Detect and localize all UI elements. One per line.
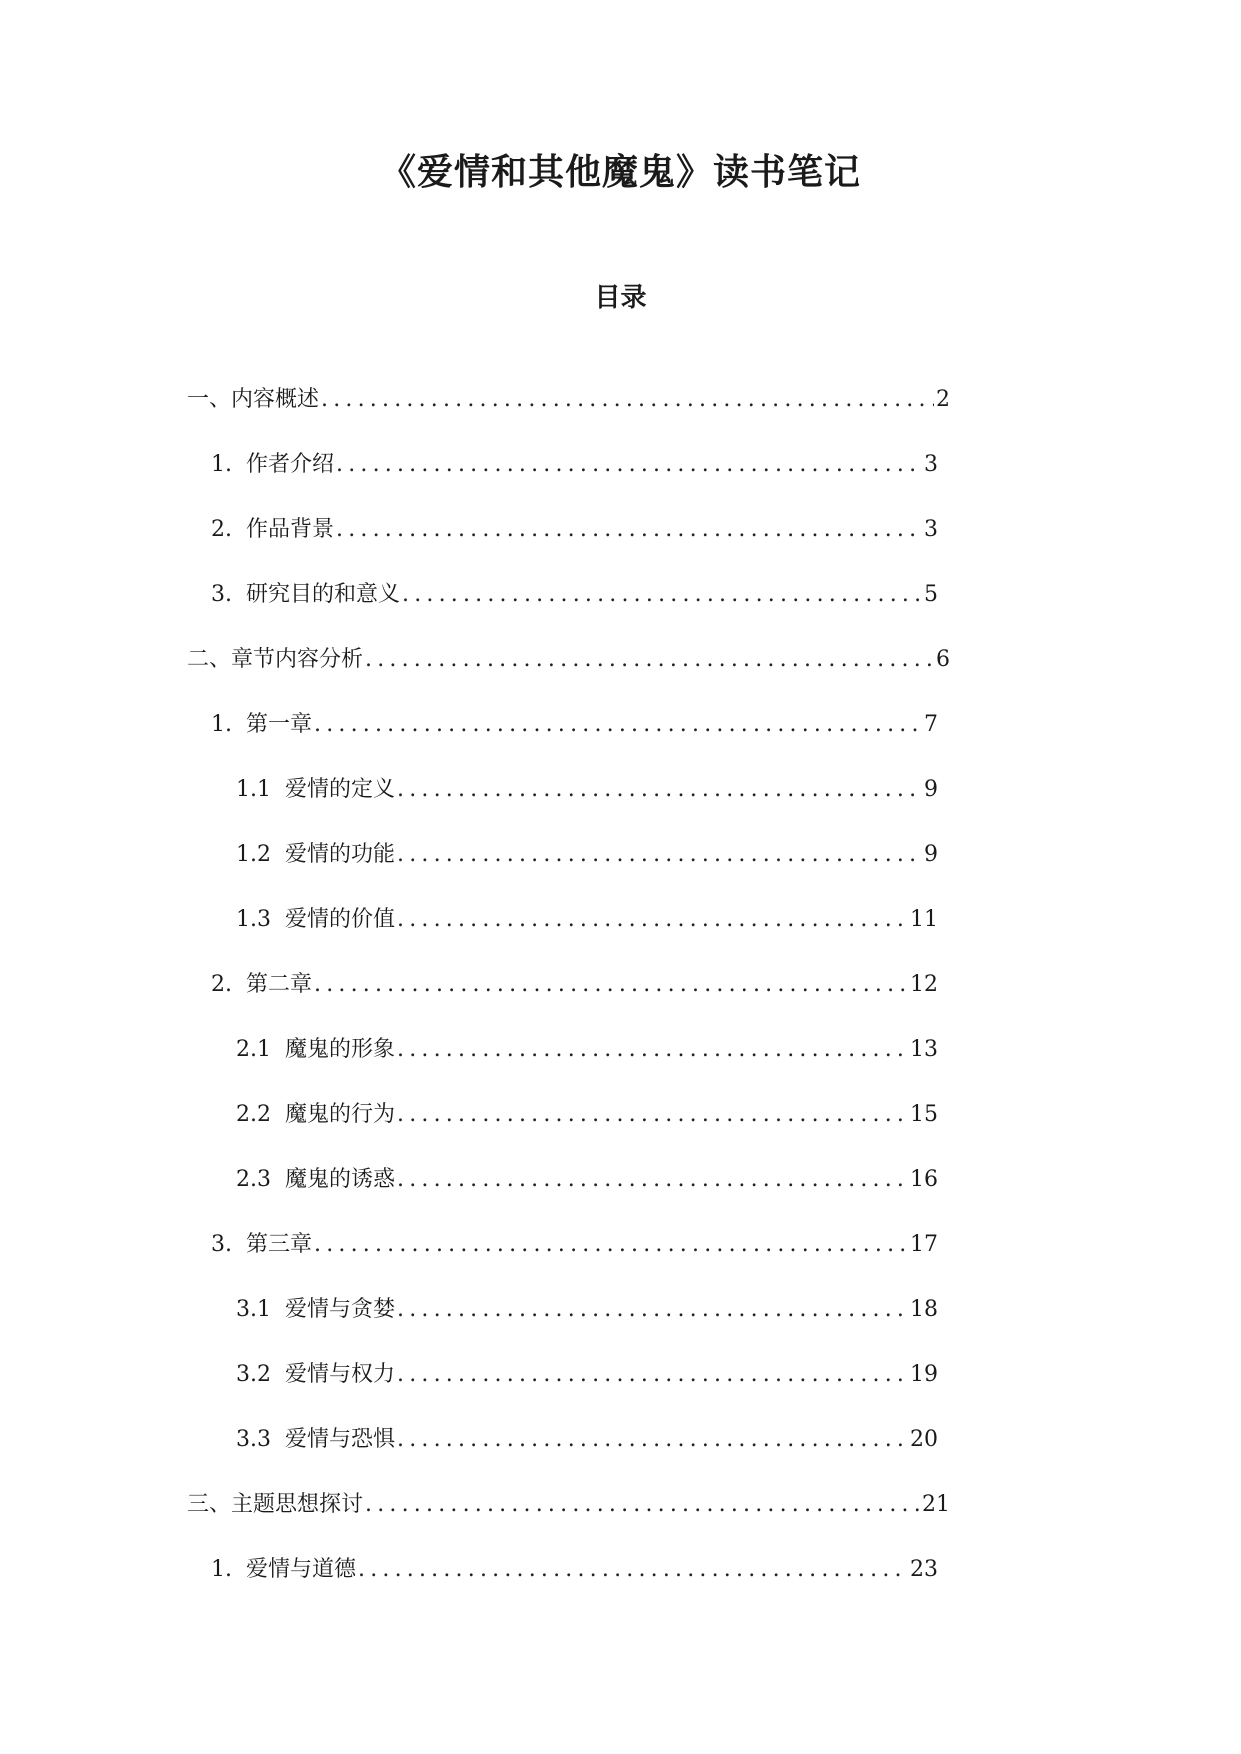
toc-entry-line [236, 1097, 938, 1133]
toc-entry-title: 第一章 [246, 712, 313, 737]
toc-entry[interactable] [0, 1292, 1241, 1357]
toc-entry[interactable] [0, 707, 1241, 772]
toc-dot-leader [336, 512, 922, 548]
toc-entry[interactable] [0, 1487, 1241, 1552]
toc-page-number: 3 [924, 452, 938, 477]
toc-entry-title: 第三章 [246, 1232, 313, 1257]
toc-page-number: 11 [910, 907, 938, 932]
toc-entry-number: 2.1 [236, 1037, 271, 1062]
toc-entry[interactable] [0, 1422, 1241, 1487]
toc-dot-leader [397, 902, 908, 938]
toc-entry-title: 作品背景 [246, 517, 335, 542]
toc-entry[interactable] [0, 577, 1241, 642]
toc-dot-leader [402, 577, 922, 613]
toc-entry-line [187, 642, 950, 678]
toc-page-number: 17 [910, 1232, 938, 1257]
toc-page-number: 5 [924, 582, 938, 607]
toc-entry-title: 作者介绍 [246, 452, 335, 477]
toc-entry-title: 第二章 [246, 972, 313, 997]
toc-entry-number: 3.3 [236, 1427, 271, 1452]
table-of-contents [0, 382, 1241, 1617]
toc-dot-leader [365, 642, 934, 678]
toc-entry[interactable] [0, 1162, 1241, 1227]
toc-entry-number: 1.1 [236, 777, 271, 802]
toc-entry-number: 3.1 [236, 1297, 271, 1322]
toc-page-number: 19 [910, 1362, 938, 1387]
toc-entry-title: 爱情与道德 [246, 1557, 357, 1582]
toc-entry[interactable] [0, 512, 1241, 577]
toc-entry-line [236, 902, 938, 938]
document-title: 《爱情和其他魔鬼》读书笔记 [379, 151, 861, 193]
toc-entry-line [236, 1162, 938, 1198]
toc-page-number: 23 [910, 1557, 938, 1582]
toc-entry[interactable] [0, 447, 1241, 512]
toc-page-number: 20 [910, 1427, 938, 1452]
toc-entry-line [211, 577, 938, 613]
toc-dot-leader [314, 1227, 908, 1263]
toc-entry[interactable] [0, 902, 1241, 967]
toc-entry-number: 1.3 [236, 907, 271, 932]
toc-entry-title: 研究目的和意义 [246, 582, 401, 607]
toc-dot-leader [397, 772, 922, 808]
toc-dot-leader [397, 1162, 908, 1198]
toc-page-number: 9 [924, 842, 938, 867]
toc-heading: 目录 [594, 283, 647, 313]
toc-page-number: 7 [924, 712, 938, 737]
toc-entry-title: 爱情与恐惧 [285, 1427, 396, 1452]
toc-dot-leader [314, 967, 908, 1003]
toc-page-number: 18 [910, 1297, 938, 1322]
toc-entry[interactable] [0, 837, 1241, 902]
toc-entry-line [211, 967, 938, 1003]
toc-page-number: 12 [910, 972, 938, 997]
toc-entry-number: 1. [211, 1557, 232, 1582]
toc-dot-leader [397, 1292, 908, 1328]
toc-page-number: 3 [924, 517, 938, 542]
toc-page-number: 6 [936, 647, 950, 672]
toc-dot-leader [321, 382, 934, 418]
toc-entry-line [211, 512, 938, 548]
toc-page-number: 9 [924, 777, 938, 802]
toc-entry-number: 2. [211, 972, 232, 997]
toc-entry-title: 爱情与贪婪 [285, 1297, 396, 1322]
toc-entry[interactable] [0, 772, 1241, 837]
toc-entry-number: 1. [211, 712, 232, 737]
toc-dot-leader [336, 447, 922, 483]
toc-entry-title: 爱情的功能 [285, 842, 396, 867]
toc-page-number: 13 [910, 1037, 938, 1062]
toc-entry-line [211, 1227, 938, 1263]
toc-entry[interactable] [0, 382, 1241, 447]
toc-entry-number: 1. [211, 452, 232, 477]
toc-entry-title: 爱情的定义 [285, 777, 396, 802]
toc-entry-number: 3. [211, 582, 232, 607]
toc-entry-number: 2.2 [236, 1102, 271, 1127]
toc-entry-title: 内容概述 [231, 387, 320, 412]
toc-entry[interactable] [0, 1357, 1241, 1422]
toc-entry[interactable] [0, 967, 1241, 1032]
toc-entry-line [211, 707, 938, 743]
toc-entry-number: 三、 [187, 1492, 232, 1517]
toc-page-number: 16 [910, 1167, 938, 1192]
toc-entry[interactable] [0, 1097, 1241, 1162]
toc-entry-title: 主题思想探讨 [231, 1492, 364, 1517]
toc-entry-title: 爱情的价值 [285, 907, 396, 932]
toc-entry-title: 爱情与权力 [285, 1362, 396, 1387]
toc-entry-number: 3.2 [236, 1362, 271, 1387]
toc-entry-line [236, 837, 938, 873]
toc-entry-title: 魔鬼的形象 [285, 1037, 396, 1062]
toc-entry-line [236, 1357, 938, 1393]
toc-entry[interactable] [0, 1552, 1241, 1617]
toc-entry-title: 魔鬼的行为 [285, 1102, 396, 1127]
toc-dot-leader [397, 1357, 908, 1393]
toc-entry[interactable] [0, 642, 1241, 707]
toc-entry[interactable] [0, 1032, 1241, 1097]
toc-dot-leader [397, 837, 922, 873]
toc-entry-line [236, 1032, 938, 1068]
toc-entry-number: 3. [211, 1232, 232, 1257]
toc-entry-line [211, 1552, 938, 1588]
toc-dot-leader [397, 1097, 908, 1133]
toc-entry-number: 1.2 [236, 842, 271, 867]
toc-entry-number: 2.3 [236, 1167, 271, 1192]
toc-entry-line [211, 447, 938, 483]
toc-dot-leader [314, 707, 922, 743]
toc-dot-leader [397, 1032, 908, 1068]
toc-entry-title: 魔鬼的诱惑 [285, 1167, 396, 1192]
toc-entry-line [236, 1422, 938, 1458]
toc-entry-line [236, 1292, 938, 1328]
toc-page-number: 15 [910, 1102, 938, 1127]
toc-dot-leader [365, 1487, 920, 1523]
toc-dot-leader [397, 1422, 908, 1458]
toc-entry-line [236, 772, 938, 808]
toc-entry-number: 二、 [187, 647, 232, 672]
toc-entry-line [187, 382, 950, 418]
toc-entry-title: 章节内容分析 [231, 647, 364, 672]
toc-entry-number: 一、 [187, 387, 232, 412]
toc-dot-leader [358, 1552, 908, 1588]
toc-page-number: 21 [922, 1492, 950, 1517]
toc-entry-line [187, 1487, 950, 1523]
toc-entry[interactable] [0, 1227, 1241, 1292]
toc-entry-number: 2. [211, 517, 232, 542]
toc-page-number: 2 [936, 387, 950, 412]
